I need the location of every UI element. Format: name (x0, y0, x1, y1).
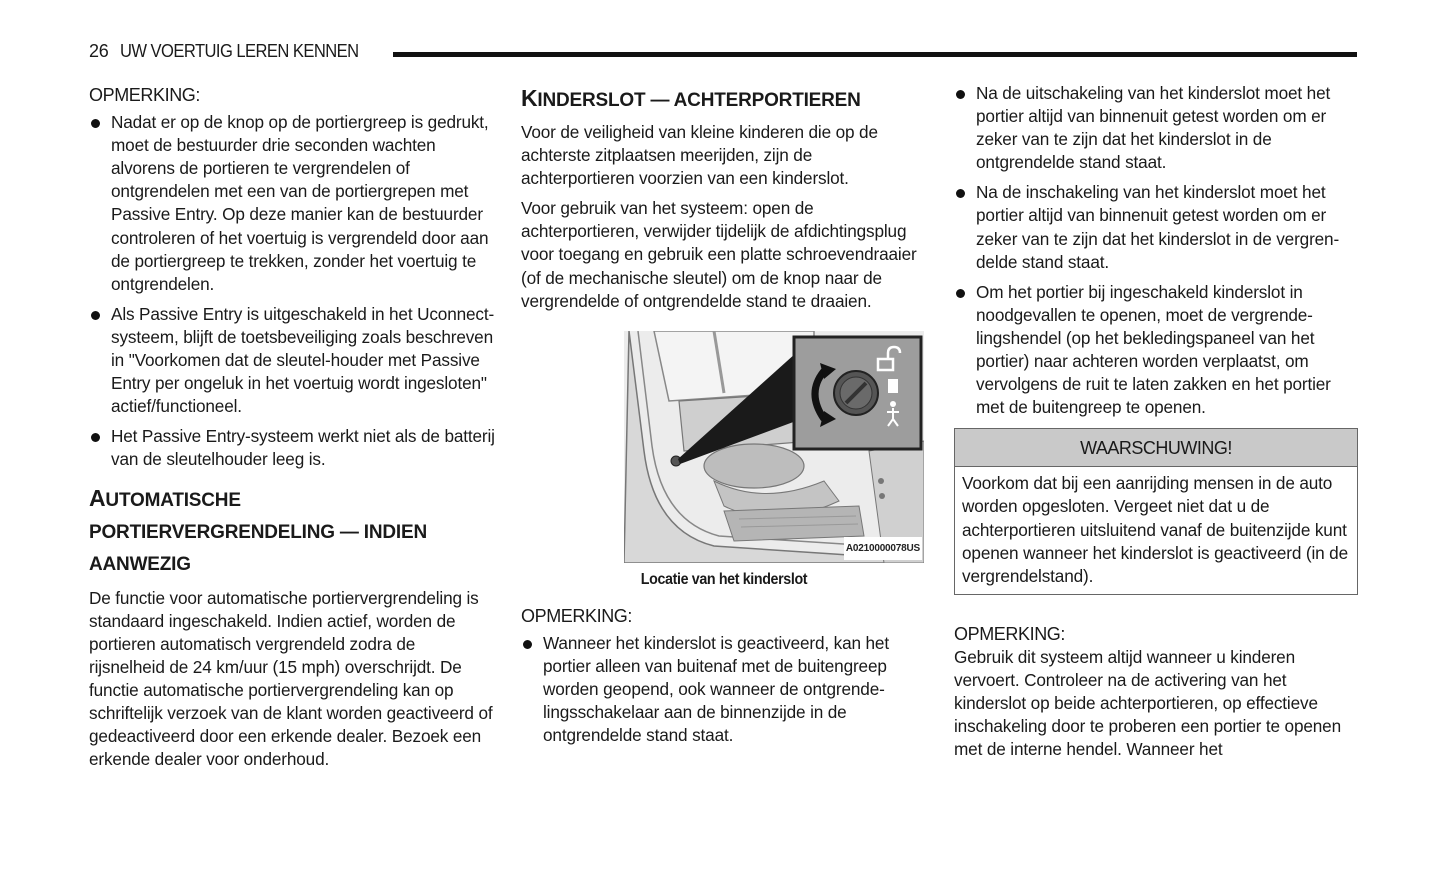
list-item: Na de uitschakeling van het kinderslot moet het portier altijd van binnenuit getest worden om er zeker van te zijn dat het kinderslot in de ontgrendelde stand staat. (954, 82, 1358, 174)
child-lock-intro-paragraph: Voor de veiligheid van kleine kinderen die op de achterste zitplaatsen meerijden, zijn de achterportieren voorzien van een kinderslot. (521, 122, 878, 189)
warning-text: Voorkom dat bij een aanrijding mensen in de auto worden opgesloten. Vergeet niet dat u de achterportieren uitsluitend vanaf de buitenzijde kunt openen wanneer het kinderslot is geactiveerd (in de vergrendelstand). (962, 473, 1349, 586)
column-2 (521, 82, 925, 754)
bullet-icon (91, 311, 100, 320)
figure-code: A0210000078US (844, 537, 922, 560)
auto-lock-paragraph: De functie voor automatische portiervergrendeling is standaard ingeschakeld. Indien actief, worden de portieren automatisch vergrendeld zodra de rijsnelheid de 24 km/uur (15 mph) overschrijdt. De functie automatische portiervergrendeling kan op schriftelijk verzoek van de klant worden geactiveerd of gedeactiveerd door een erkende dealer. Bezoek een erkende dealer voor onderhoud. (89, 587, 493, 770)
list-item: Het Passive Entry-systeem werkt niet als de batterij van de sleutelhouder leeg is. (89, 425, 495, 471)
column-1 (89, 82, 495, 778)
page-number: 26 (89, 40, 109, 61)
warning-title: WAARSCHUWING! (955, 429, 1357, 467)
section-heading-child-lock: KINDERSLOT — ACHTERPORTIEREN (521, 85, 861, 111)
bullet-icon (91, 119, 100, 128)
list-item: Wanneer het kinderslot is geactiveerd, kan het portier alleen van buitenaf met de buitengreep worden geopend, ook wanneer de ontgrende-lingsschakelaar aan de binnenzijde in de ontgrendelde stand staat. (521, 632, 925, 747)
running-title: UW VOERTUIG LEREN KENNEN (120, 40, 359, 61)
note-label: OPMERKING: (521, 605, 633, 626)
warning-box (954, 428, 1358, 594)
header-rule (393, 52, 1357, 57)
child-lock-figure (624, 331, 924, 563)
bullet-icon (91, 433, 100, 442)
note-label: OPMERKING: (954, 623, 1066, 644)
child-lock-usage-paragraph: Voor gebruik van het systeem: open de achterportieren, verwijder tijdelijk de afdichtingsplug voor toegang en gebruik een platte schroevendraaier (of de mechanische sleutel) om de knop naar de vergrendelde of ontgrendelde stand te draaien. (521, 198, 917, 311)
note-bullet-list (89, 111, 495, 471)
figure-caption: Locatie van het kinderslot (640, 570, 808, 588)
bullet-icon (523, 640, 532, 649)
note-label: OPMERKING: (89, 85, 201, 105)
child-lock-bullet-list (954, 82, 1358, 419)
column-3 (954, 82, 1358, 768)
note-paragraph: Gebruik dit systeem altijd wanneer u kinderen vervoert. Controleer na de activering van het kinderslot op beide achterportieren, op effectieve inschakeling door te proberen een portier te openen met de interne hendel. Wanneer het (954, 646, 1341, 760)
section-heading-auto-lock: AUTOMATISCHE PORTIERVERGRENDELING — INDIEN AANWEZIG (89, 484, 427, 575)
door-illustration (624, 331, 924, 563)
list-item: Om het portier bij ingeschakeld kinderslot in noodgevallen te openen, moet de vergrende-lingshendel (op het bekledingspaneel van het portier) naar achteren worden verplaatst, om vervolgens de ruit te laten zakken en het portier met de buitengreep te openen. (954, 281, 1358, 420)
bullet-icon (956, 90, 965, 99)
bullet-icon (956, 289, 965, 298)
list-item: Nadat er op de knop op de portiergreep is gedrukt, moet de bestuurder drie seconden wachten alvorens de portieren te vergrendelen of ontgrendelen met een van de portiergrepen met Passive Entry. Op deze manier kan de bestuurder controleren of het voertuig is vergrendeld door aan de portiergreep te trekken, zonder het voertuig te ontgrendelen. (89, 111, 495, 296)
list-item: Na de inschakeling van het kinderslot moet het portier altijd van binnenuit getest worden om er zeker van te zijn dat het kinderslot in de vergren-delde stand staat. (954, 181, 1358, 273)
page-header (89, 38, 1357, 64)
bullet-icon (956, 189, 965, 198)
list-item: Als Passive Entry is uitgeschakeld in het Uconnect-systeem, blijft de toetsbeveiliging zoals beschreven in "Voorkomen dat de sleutel-houder met Passive Entry per ongeluk in het voertuig wordt ingesloten" actief/functioneel. (89, 303, 495, 418)
note-bullet-list (521, 632, 925, 747)
